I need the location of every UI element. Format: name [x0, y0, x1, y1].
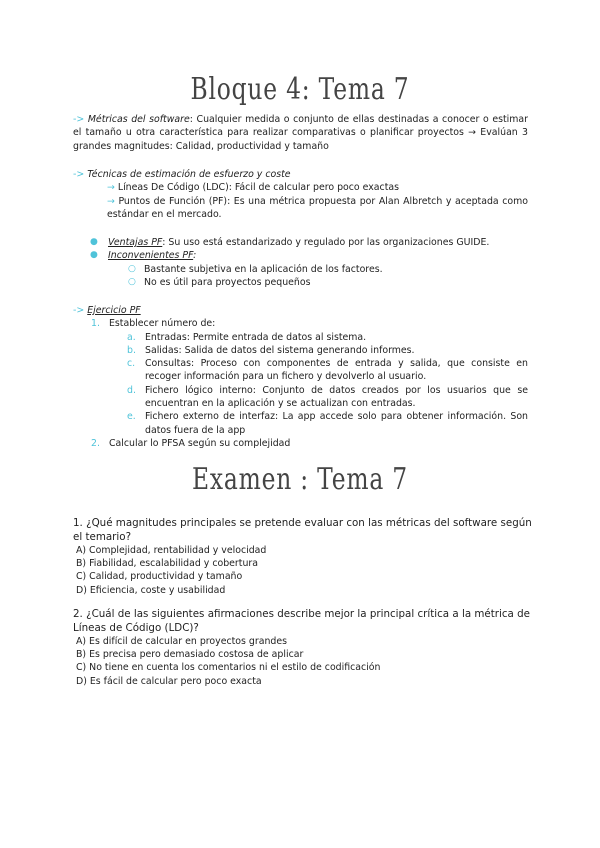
arrow-prefix: ->	[73, 169, 85, 180]
disadvantage-text: Bastante subjetiva en la aplicación de los factores.	[144, 263, 383, 275]
advantages-label: Ventajas PF	[108, 237, 163, 248]
technique-item-pf	[107, 195, 528, 222]
answer-option: B) Fiabilidad, escalabilidad y cobertura	[76, 558, 259, 570]
exercise-label: Ejercicio PF	[87, 305, 141, 316]
step-text: Calcular lo PFSA según su complejidad	[109, 437, 291, 449]
type-letter: e.	[127, 411, 136, 423]
type-text: Fichero lógico interno: Conjunto de datos creados por los usuarios que se encuentran en la aplicación y se actualizan con entradas.	[145, 384, 528, 410]
page-title: Bloque 4: Tema 7	[190, 72, 410, 107]
type-letter: d.	[127, 384, 136, 396]
list-item	[88, 249, 528, 262]
technique-item-ldc	[107, 181, 528, 194]
metrics-paragraph	[73, 113, 528, 153]
answer-option: A) Es difícil de calcular en proyectos grandes	[76, 636, 287, 647]
step-number: 1.	[91, 318, 100, 330]
list-item	[73, 317, 528, 330]
circle-bullet-icon: ○	[128, 263, 136, 274]
technique-text: Puntos de Función (PF): Es una métrica propuesta por Alan Albretch y aceptada como estándar en el mercado.	[107, 195, 529, 220]
techniques-section	[73, 168, 528, 221]
arrow-prefix: ->	[73, 305, 85, 316]
exam-question-1	[73, 516, 533, 597]
techniques-label: Técnicas de estimación de esfuerzo y coste	[87, 169, 291, 180]
answer-option: B) Es precisa pero demasiado costosa de aplicar	[76, 649, 304, 661]
question-text: 1. ¿Qué magnitudes principales se pretende evaluar con las métricas del software según el temario?	[73, 517, 532, 543]
type-letter: b.	[127, 344, 136, 356]
list-item	[73, 437, 528, 450]
bullet-icon: ●	[90, 237, 98, 247]
advantages-text: : Su uso está estandarizado y regulado por las organizaciones GUIDE.	[162, 237, 490, 248]
circle-bullet-icon: ○	[128, 276, 136, 287]
answer-option: A) Complejidad, rentabilidad y velocidad	[76, 545, 267, 556]
list-item	[73, 357, 528, 384]
list-item	[73, 344, 528, 357]
step-text: Establecer número de:	[109, 318, 216, 330]
type-text: Fichero externo de interfaz: La app accede solo para obtener información. Son datos fuera de la app	[145, 411, 528, 436]
list-item	[73, 331, 528, 344]
pf-pros-cons	[88, 236, 528, 289]
exam-title: Examen : Tema 7	[192, 462, 408, 497]
type-text: Consultas: Proceso con componentes de entrada y salida, que consiste en recoger información para un fichero y devolverlo al usuario.	[145, 358, 528, 383]
metrics-label: Métricas del software	[87, 114, 190, 125]
disadvantages-label: Inconvenientes PF	[108, 250, 194, 262]
list-item	[88, 263, 528, 276]
answer-option: C) Calidad, productividad y tamaño	[76, 571, 243, 583]
list-item	[88, 276, 528, 289]
techniques-heading	[73, 168, 528, 181]
type-text: Salidas: Salida de datos del sistema generando informes.	[145, 344, 415, 356]
list-item	[88, 236, 528, 249]
answer-option: C) No tiene en cuenta los comentarios ni el estilo de codificación	[76, 662, 381, 674]
list-item	[73, 384, 528, 411]
arrow-prefix: ->	[73, 114, 85, 125]
arrow-right-icon: →	[107, 195, 115, 207]
exercise-section	[73, 304, 528, 450]
question-text: 2. ¿Cuál de las siguientes afirmaciones describe mejor la principal crítica a la métrica de Líneas de Código (LDC)?	[73, 608, 531, 634]
bullet-icon: ●	[90, 250, 98, 261]
list-item	[73, 410, 528, 437]
disadvantage-text: No es útil para proyectos pequeños	[144, 276, 311, 288]
type-text: Entradas: Permite entrada de datos al sistema.	[145, 331, 367, 343]
technique-text: Líneas De Código (LDC): Fácil de calcular pero poco exactas	[117, 182, 400, 194]
answer-option: D) Eficiencia, coste y usabilidad	[76, 584, 226, 596]
type-letter: a.	[127, 331, 136, 343]
exam-question-2	[73, 607, 533, 688]
disadvantages-colon: :	[193, 250, 197, 262]
exercise-heading	[73, 304, 528, 317]
answer-option: D) Es fácil de calcular pero poco exacta	[76, 675, 262, 687]
type-letter: c.	[127, 358, 136, 370]
metrics-text: : Cualquier medida o conjunto de ellas destinadas a conocer o estimar el tamaño u otra característica para realizar comparativas o planificar proyectos → Evalúan 3 grandes magnitudes: Calidad, productividad y tamaño	[73, 114, 528, 152]
arrow-right-icon: →	[107, 182, 115, 194]
step-number: 2.	[91, 437, 100, 449]
